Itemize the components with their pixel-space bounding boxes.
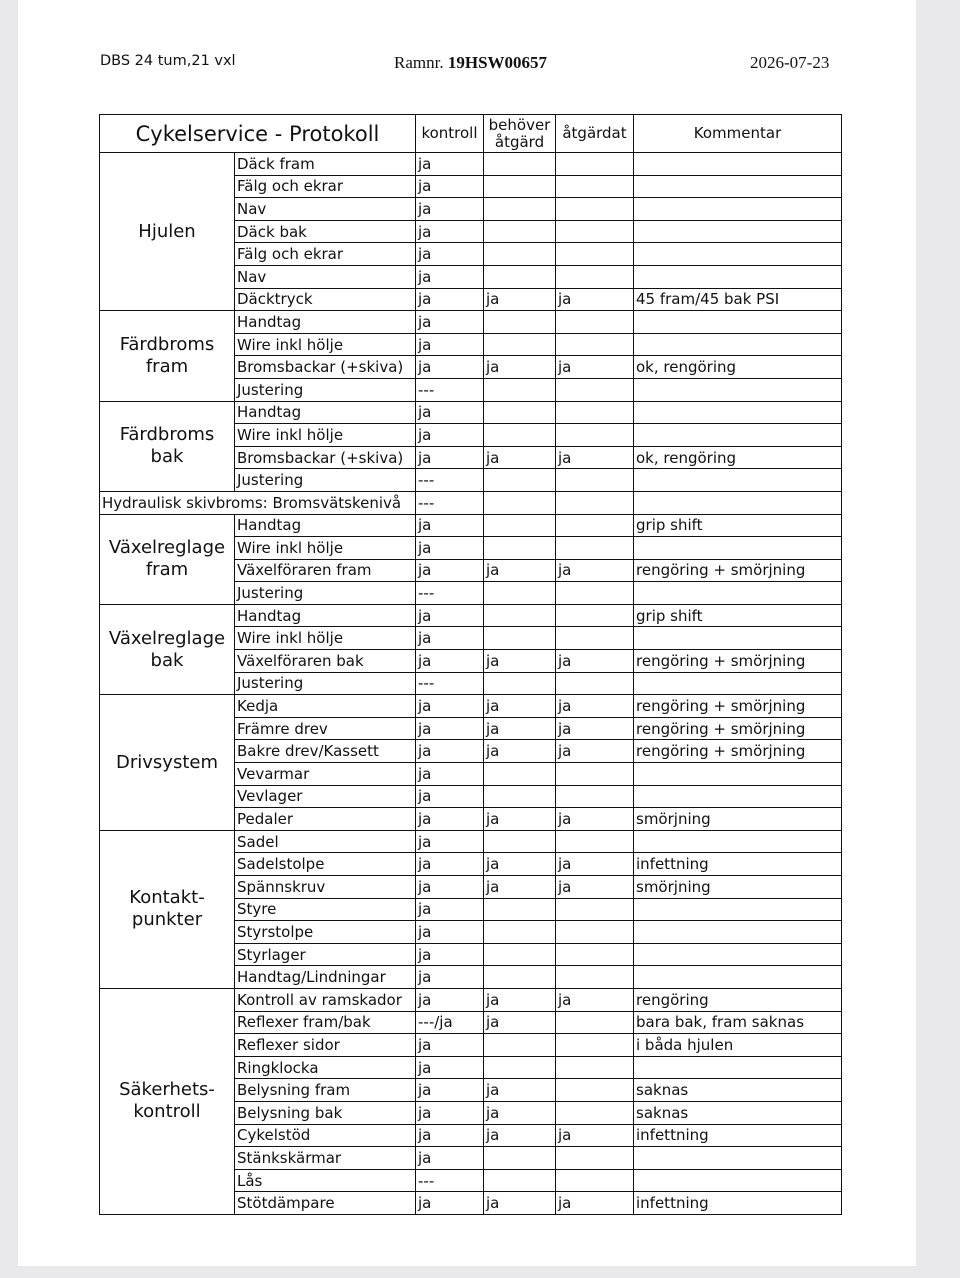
- kontroll-cell: ja: [416, 198, 484, 221]
- group-label: Färdbroms fram: [100, 311, 235, 401]
- item-cell: Handtag: [235, 401, 416, 424]
- kommentar-cell: smörjning: [634, 808, 842, 831]
- kommentar-cell: i båda hjulen: [634, 1034, 842, 1057]
- atgardat-cell: [556, 1034, 634, 1057]
- atgardat-cell: ja: [556, 356, 634, 379]
- kontroll-cell: ja: [416, 853, 484, 876]
- group-label: Drivsystem: [100, 695, 235, 831]
- kontroll-cell: ja: [416, 243, 484, 266]
- item-cell: Reflexer fram/bak: [235, 1011, 416, 1034]
- kommentar-cell: [634, 672, 842, 695]
- kommentar-cell: ok, rengöring: [634, 356, 842, 379]
- atgardat-cell: [556, 265, 634, 288]
- behover-atgard-cell: [484, 469, 556, 492]
- behover-atgard-cell: [484, 1034, 556, 1057]
- kommentar-cell: [634, 424, 842, 447]
- atgardat-cell: [556, 1101, 634, 1124]
- group-label: Färdbroms bak: [100, 401, 235, 491]
- behover-atgard-cell: [484, 785, 556, 808]
- item-cell: Justering: [235, 378, 416, 401]
- item-cell: Pedaler: [235, 808, 416, 831]
- item-cell: Cykelstöd: [235, 1124, 416, 1147]
- atgardat-cell: ja: [556, 695, 634, 718]
- kontroll-cell: ja: [416, 1147, 484, 1170]
- item-cell: Handtag: [235, 604, 416, 627]
- item-cell: Styrlager: [235, 943, 416, 966]
- behover-atgard-cell: [484, 627, 556, 650]
- atgardat-cell: ja: [556, 559, 634, 582]
- kontroll-cell: ja: [416, 153, 484, 176]
- behover-atgard-cell: ja: [484, 1011, 556, 1034]
- item-cell: Ringklocka: [235, 1056, 416, 1079]
- group-label: Växelreglage bak: [100, 604, 235, 694]
- kommentar-cell: [634, 763, 842, 786]
- atgardat-cell: ja: [556, 1192, 634, 1215]
- item-cell: Däcktryck: [235, 288, 416, 311]
- atgardat-cell: [556, 627, 634, 650]
- atgardat-cell: ja: [556, 717, 634, 740]
- table-row: [100, 604, 842, 627]
- kontroll-cell: ja: [416, 921, 484, 944]
- item-cell: Belysning bak: [235, 1101, 416, 1124]
- behover-atgard-cell: [484, 898, 556, 921]
- behover-atgard-cell: [484, 220, 556, 243]
- table-title: Cykelservice - Protokoll: [100, 115, 416, 153]
- kontroll-cell: ja: [416, 898, 484, 921]
- kontroll-cell: ja: [416, 650, 484, 673]
- behover-atgard-cell: [484, 763, 556, 786]
- kommentar-cell: saknas: [634, 1101, 842, 1124]
- column-header-atgardat: åtgärdat: [556, 115, 634, 153]
- kontroll-cell: ja: [416, 514, 484, 537]
- behover-atgard-cell: ja: [484, 853, 556, 876]
- item-cell: Justering: [235, 469, 416, 492]
- atgardat-cell: [556, 966, 634, 989]
- behover-atgard-cell: ja: [484, 288, 556, 311]
- behover-atgard-cell: ja: [484, 1101, 556, 1124]
- kontroll-cell: ---/ja: [416, 1011, 484, 1034]
- item-cell: Wire inkl hölje: [235, 537, 416, 560]
- kontroll-cell: ja: [416, 1124, 484, 1147]
- kontroll-cell: ja: [416, 1034, 484, 1057]
- behover-atgard-cell: [484, 265, 556, 288]
- behover-atgard-cell: ja: [484, 446, 556, 469]
- kommentar-cell: smörjning: [634, 876, 842, 899]
- table-header-row: [100, 115, 842, 153]
- column-header-behover-atgard: behöver åtgärd: [484, 115, 556, 153]
- item-cell: Handtag: [235, 514, 416, 537]
- atgardat-cell: [556, 424, 634, 447]
- item-cell: Stänkskärmar: [235, 1147, 416, 1170]
- behover-atgard-cell: [484, 966, 556, 989]
- behover-atgard-cell: [484, 604, 556, 627]
- document-page: [18, 0, 916, 1266]
- kommentar-cell: saknas: [634, 1079, 842, 1102]
- frame-number-value: 19HSW00657: [447, 53, 548, 72]
- kontroll-cell: ja: [416, 356, 484, 379]
- behover-atgard-cell: ja: [484, 356, 556, 379]
- kontroll-cell: ---: [416, 378, 484, 401]
- behover-atgard-cell: ja: [484, 1079, 556, 1102]
- item-cell: Växelföraren fram: [235, 559, 416, 582]
- table-row: [100, 830, 842, 853]
- item-cell: Handtag/Lindningar: [235, 966, 416, 989]
- item-cell: Bromsbackar (+skiva): [235, 446, 416, 469]
- kommentar-cell: 45 fram/45 bak PSI: [634, 288, 842, 311]
- atgardat-cell: ja: [556, 288, 634, 311]
- atgardat-cell: [556, 220, 634, 243]
- kommentar-cell: [634, 491, 842, 514]
- atgardat-cell: [556, 401, 634, 424]
- kontroll-cell: ---: [416, 582, 484, 605]
- kommentar-cell: [634, 1169, 842, 1192]
- group-label: Hydraulisk skivbroms: Bromsvätskenivå: [100, 491, 416, 514]
- kommentar-cell: [634, 582, 842, 605]
- group-label: Växelreglage fram: [100, 514, 235, 604]
- item-cell: Däck fram: [235, 153, 416, 176]
- atgardat-cell: [556, 1056, 634, 1079]
- kontroll-cell: ja: [416, 830, 484, 853]
- behover-atgard-cell: [484, 1169, 556, 1192]
- behover-atgard-cell: ja: [484, 1192, 556, 1215]
- behover-atgard-cell: ja: [484, 988, 556, 1011]
- atgardat-cell: [556, 469, 634, 492]
- behover-atgard-cell: [484, 537, 556, 560]
- kommentar-cell: [634, 220, 842, 243]
- atgardat-cell: [556, 1169, 634, 1192]
- kontroll-cell: ja: [416, 401, 484, 424]
- item-cell: Nav: [235, 265, 416, 288]
- kontroll-cell: ja: [416, 446, 484, 469]
- kommentar-cell: [634, 243, 842, 266]
- kommentar-cell: rengöring + smörjning: [634, 650, 842, 673]
- item-cell: Bromsbackar (+skiva): [235, 356, 416, 379]
- atgardat-cell: [556, 1079, 634, 1102]
- item-cell: Justering: [235, 582, 416, 605]
- kommentar-cell: [634, 333, 842, 356]
- table-body: [100, 153, 842, 1215]
- table-row: [100, 153, 842, 176]
- item-cell: Wire inkl hölje: [235, 333, 416, 356]
- kommentar-cell: [634, 153, 842, 176]
- kontroll-cell: ja: [416, 311, 484, 334]
- kontroll-cell: ja: [416, 695, 484, 718]
- kommentar-cell: rengöring + smörjning: [634, 559, 842, 582]
- kontroll-cell: ja: [416, 876, 484, 899]
- kontroll-cell: ja: [416, 740, 484, 763]
- kommentar-cell: rengöring + smörjning: [634, 717, 842, 740]
- kommentar-cell: [634, 785, 842, 808]
- kommentar-cell: ok, rengöring: [634, 446, 842, 469]
- service-date: 2026-07-23: [750, 53, 830, 72]
- kontroll-cell: ja: [416, 604, 484, 627]
- behover-atgard-cell: [484, 243, 556, 266]
- behover-atgard-cell: [484, 401, 556, 424]
- kontroll-cell: ---: [416, 1169, 484, 1192]
- behover-atgard-cell: [484, 921, 556, 944]
- item-cell: Wire inkl hölje: [235, 627, 416, 650]
- table-row: [100, 401, 842, 424]
- kontroll-cell: ja: [416, 966, 484, 989]
- behover-atgard-cell: ja: [484, 1124, 556, 1147]
- table-row: [100, 695, 842, 718]
- atgardat-cell: ja: [556, 876, 634, 899]
- kontroll-cell: ja: [416, 220, 484, 243]
- kontroll-cell: ja: [416, 627, 484, 650]
- kontroll-cell: ja: [416, 537, 484, 560]
- kommentar-cell: bara bak, fram saknas: [634, 1011, 842, 1034]
- behover-atgard-cell: ja: [484, 740, 556, 763]
- atgardat-cell: [556, 491, 634, 514]
- atgardat-cell: ja: [556, 853, 634, 876]
- item-cell: Stötdämpare: [235, 1192, 416, 1215]
- atgardat-cell: [556, 672, 634, 695]
- item-cell: Sadelstolpe: [235, 853, 416, 876]
- behover-atgard-cell: ja: [484, 695, 556, 718]
- kommentar-cell: grip shift: [634, 514, 842, 537]
- atgardat-cell: ja: [556, 740, 634, 763]
- behover-atgard-cell: [484, 175, 556, 198]
- behover-atgard-cell: [484, 672, 556, 695]
- kommentar-cell: [634, 378, 842, 401]
- kontroll-cell: ja: [416, 1079, 484, 1102]
- kontroll-cell: ja: [416, 763, 484, 786]
- item-cell: Vevlager: [235, 785, 416, 808]
- item-cell: Justering: [235, 672, 416, 695]
- kontroll-cell: ja: [416, 333, 484, 356]
- atgardat-cell: [556, 333, 634, 356]
- item-cell: Belysning fram: [235, 1079, 416, 1102]
- kontroll-cell: ja: [416, 717, 484, 740]
- kontroll-cell: ja: [416, 559, 484, 582]
- column-header-kommentar: Kommentar: [634, 115, 842, 153]
- item-cell: Främre drev: [235, 717, 416, 740]
- atgardat-cell: [556, 378, 634, 401]
- atgardat-cell: [556, 175, 634, 198]
- kommentar-cell: [634, 537, 842, 560]
- item-cell: Sadel: [235, 830, 416, 853]
- behover-atgard-cell: [484, 514, 556, 537]
- item-cell: Fälg och ekrar: [235, 243, 416, 266]
- kontroll-cell: ja: [416, 424, 484, 447]
- behover-atgard-cell: [484, 1147, 556, 1170]
- kommentar-cell: rengöring + smörjning: [634, 740, 842, 763]
- table-row: [100, 491, 842, 514]
- behover-atgard-cell: [484, 582, 556, 605]
- kontroll-cell: ja: [416, 1101, 484, 1124]
- behover-atgard-cell: [484, 153, 556, 176]
- atgardat-cell: [556, 785, 634, 808]
- atgardat-cell: ja: [556, 1124, 634, 1147]
- atgardat-cell: [556, 763, 634, 786]
- group-label: Säkerhets- kontroll: [100, 988, 235, 1214]
- kontroll-cell: ja: [416, 175, 484, 198]
- behover-atgard-cell: [484, 198, 556, 221]
- item-cell: Lås: [235, 1169, 416, 1192]
- item-cell: Nav: [235, 198, 416, 221]
- kommentar-cell: rengöring + smörjning: [634, 695, 842, 718]
- service-protocol-table: [99, 114, 842, 1215]
- item-cell: Kedja: [235, 695, 416, 718]
- kommentar-cell: infettning: [634, 1124, 842, 1147]
- kommentar-cell: [634, 1147, 842, 1170]
- kontroll-cell: ---: [416, 469, 484, 492]
- kommentar-cell: rengöring: [634, 988, 842, 1011]
- atgardat-cell: ja: [556, 988, 634, 1011]
- atgardat-cell: [556, 604, 634, 627]
- kontroll-cell: ja: [416, 1056, 484, 1079]
- frame-number: [394, 53, 547, 73]
- frame-number-label: Ramnr.: [394, 53, 444, 72]
- kontroll-cell: ja: [416, 808, 484, 831]
- kommentar-cell: [634, 627, 842, 650]
- item-cell: Styre: [235, 898, 416, 921]
- atgardat-cell: [556, 198, 634, 221]
- atgardat-cell: [556, 1147, 634, 1170]
- kommentar-cell: grip shift: [634, 604, 842, 627]
- atgardat-cell: [556, 537, 634, 560]
- behover-atgard-cell: [484, 943, 556, 966]
- atgardat-cell: [556, 830, 634, 853]
- kommentar-cell: [634, 175, 842, 198]
- kommentar-cell: [634, 943, 842, 966]
- item-cell: Styrstolpe: [235, 921, 416, 944]
- behover-atgard-cell: [484, 1056, 556, 1079]
- kommentar-cell: [634, 311, 842, 334]
- group-label: Hjulen: [100, 153, 235, 311]
- atgardat-cell: [556, 311, 634, 334]
- kommentar-cell: [634, 830, 842, 853]
- behover-atgard-cell: ja: [484, 876, 556, 899]
- behover-atgard-cell: [484, 830, 556, 853]
- behover-atgard-cell: ja: [484, 559, 556, 582]
- kommentar-cell: [634, 921, 842, 944]
- group-label: Kontakt- punkter: [100, 830, 235, 988]
- item-cell: Växelföraren bak: [235, 650, 416, 673]
- behover-atgard-cell: ja: [484, 717, 556, 740]
- item-cell: Fälg och ekrar: [235, 175, 416, 198]
- kontroll-cell: ja: [416, 943, 484, 966]
- atgardat-cell: [556, 898, 634, 921]
- atgardat-cell: ja: [556, 446, 634, 469]
- behover-atgard-cell: [484, 333, 556, 356]
- atgardat-cell: [556, 1011, 634, 1034]
- kontroll-cell: ---: [416, 491, 484, 514]
- item-cell: Vevarmar: [235, 763, 416, 786]
- kontroll-cell: ja: [416, 1192, 484, 1215]
- atgardat-cell: [556, 943, 634, 966]
- kontroll-cell: ---: [416, 672, 484, 695]
- kommentar-cell: [634, 469, 842, 492]
- behover-atgard-cell: [484, 491, 556, 514]
- kommentar-cell: [634, 198, 842, 221]
- item-cell: Handtag: [235, 311, 416, 334]
- kommentar-cell: [634, 966, 842, 989]
- table-row: [100, 514, 842, 537]
- kommentar-cell: infettning: [634, 1192, 842, 1215]
- behover-atgard-cell: ja: [484, 650, 556, 673]
- item-cell: Bakre drev/Kassett: [235, 740, 416, 763]
- behover-atgard-cell: [484, 378, 556, 401]
- atgardat-cell: ja: [556, 650, 634, 673]
- kommentar-cell: [634, 1056, 842, 1079]
- bike-model: DBS 24 tum,21 vxl: [100, 53, 236, 69]
- item-cell: Reflexer sidor: [235, 1034, 416, 1057]
- atgardat-cell: [556, 514, 634, 537]
- item-cell: Wire inkl hölje: [235, 424, 416, 447]
- atgardat-cell: [556, 243, 634, 266]
- atgardat-cell: ja: [556, 808, 634, 831]
- behover-atgard-cell: [484, 424, 556, 447]
- table-row: [100, 311, 842, 334]
- kommentar-cell: [634, 401, 842, 424]
- table-row: [100, 988, 842, 1011]
- kommentar-cell: [634, 265, 842, 288]
- item-cell: Däck bak: [235, 220, 416, 243]
- kontroll-cell: ja: [416, 288, 484, 311]
- kommentar-cell: [634, 898, 842, 921]
- behover-atgard-cell: ja: [484, 808, 556, 831]
- item-cell: Kontroll av ramskador: [235, 988, 416, 1011]
- kontroll-cell: ja: [416, 265, 484, 288]
- atgardat-cell: [556, 921, 634, 944]
- kontroll-cell: ja: [416, 785, 484, 808]
- atgardat-cell: [556, 153, 634, 176]
- kommentar-cell: infettning: [634, 853, 842, 876]
- kontroll-cell: ja: [416, 988, 484, 1011]
- atgardat-cell: [556, 582, 634, 605]
- column-header-kontroll: kontroll: [416, 115, 484, 153]
- behover-atgard-cell: [484, 311, 556, 334]
- item-cell: Spännskruv: [235, 876, 416, 899]
